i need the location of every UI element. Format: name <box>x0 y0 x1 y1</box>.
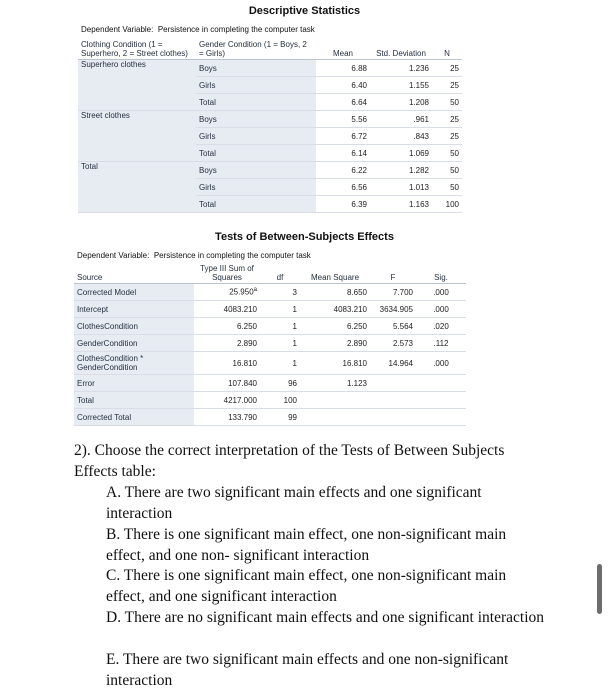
ss-cell <box>194 335 260 352</box>
col-header-std-deviation: Std. Deviation <box>370 40 432 60</box>
col-header-mean-square: Mean Square <box>300 264 370 284</box>
sd-value: 1.236 <box>370 60 432 77</box>
sd-value: .843 <box>370 128 432 145</box>
sig-value: .000 <box>416 284 466 301</box>
gender-label: Boys <box>196 111 316 128</box>
mean-value: 6.40 <box>316 77 370 94</box>
table-row <box>78 162 462 179</box>
col-header-n: N <box>432 40 462 60</box>
df-value: 1 <box>260 301 300 318</box>
f-value <box>370 392 416 409</box>
sd-value: .961 <box>370 111 432 128</box>
option-b: B. There is one significant main effect, one non-significant main effect, and one non- significant interaction <box>106 526 507 564</box>
table-row <box>74 352 466 375</box>
gender-label: Total <box>196 145 316 162</box>
df-value: 1 <box>260 318 300 335</box>
n-value: 25 <box>432 60 462 77</box>
tests-dependent-variable <box>77 251 311 260</box>
gender-label: Boys <box>196 162 316 179</box>
source-label: Total <box>74 392 194 409</box>
ss-cell <box>194 284 260 301</box>
sd-value: 1.282 <box>370 162 432 179</box>
f-value: 5.564 <box>370 318 416 335</box>
f-value: 7.700 <box>370 284 416 301</box>
f-value: 2.573 <box>370 335 416 352</box>
table-row <box>74 409 466 426</box>
sig-value: .020 <box>416 318 466 335</box>
f-value <box>370 409 416 426</box>
table-row <box>74 335 466 352</box>
desc-dv-label: Dependent Variable: <box>81 25 154 34</box>
footnote-marker: a <box>253 287 257 294</box>
mean-square-value: 8.650 <box>300 284 370 301</box>
scrollbar-thumb[interactable] <box>597 564 602 614</box>
gender-label: Total <box>196 196 316 213</box>
ss-cell <box>194 318 260 335</box>
table-row <box>74 392 466 409</box>
table-row <box>74 318 466 335</box>
col-header-source: Source <box>74 264 194 284</box>
source-label: ClothesCondition <box>74 318 194 335</box>
df-value: 1 <box>260 352 300 375</box>
df-value: 99 <box>260 409 300 426</box>
group-label: Street clothes <box>78 111 196 162</box>
f-value: 3634.905 <box>370 301 416 318</box>
col-header-mean: Mean <box>316 40 370 60</box>
source-label: Intercept <box>74 301 194 318</box>
col-header-sig: Sig. <box>416 264 466 284</box>
tests-dv-value: Persistence in completing the computer task <box>153 251 311 260</box>
mean-value: 6.64 <box>316 94 370 111</box>
mean-value: 6.56 <box>316 179 370 196</box>
n-value: 50 <box>432 94 462 111</box>
mean-value: 6.22 <box>316 162 370 179</box>
sig-value: .000 <box>416 352 466 375</box>
ss-value: 4217.000 <box>223 395 257 405</box>
n-value: 50 <box>432 162 462 179</box>
mean-value: 6.39 <box>316 196 370 213</box>
source-label: Corrected Model <box>74 284 194 301</box>
mean-square-value: 2.890 <box>300 335 370 352</box>
col-header-df: df <box>260 264 300 284</box>
col-header-type-iii-ss: Type III Sum of Squares <box>194 264 260 284</box>
tests-between-subjects-title: Tests of Between-Subjects Effects <box>215 231 394 243</box>
n-value: 25 <box>432 77 462 94</box>
n-value: 50 <box>432 145 462 162</box>
mean-square-value: 16.810 <box>300 352 370 375</box>
sig-value <box>416 409 466 426</box>
tests-dv-label: Dependent Variable: <box>77 251 150 260</box>
sd-value: 1.155 <box>370 77 432 94</box>
ss-value: 107.840 <box>228 378 257 388</box>
option-a: A. There are two significant main effects and one significant interaction <box>106 484 482 522</box>
desc-dependent-variable <box>81 25 315 34</box>
mean-value: 5.56 <box>316 111 370 128</box>
df-value: 3 <box>260 284 300 301</box>
mean-value: 6.88 <box>316 60 370 77</box>
sig-value: .000 <box>416 301 466 318</box>
mean-square-value: 4083.210 <box>300 301 370 318</box>
ss-value: 4083.210 <box>223 304 257 314</box>
table-row <box>74 284 466 301</box>
mean-square-value <box>300 409 370 426</box>
sd-value: 1.013 <box>370 179 432 196</box>
tests-between-subjects-table <box>74 264 466 426</box>
ss-value: 25.950 <box>229 287 254 297</box>
df-value: 1 <box>260 335 300 352</box>
ss-cell <box>194 392 260 409</box>
group-label: Superhero clothes <box>78 60 196 111</box>
descriptive-statistics-table <box>78 40 462 213</box>
question-prompt: 2). Choose the correct interpretation of the Tests of Between Subjects Effects table: <box>74 442 505 480</box>
n-value: 25 <box>432 128 462 145</box>
sig-value: .112 <box>416 335 466 352</box>
option-c: C. There is one significant main effect, one non-significant main effect, and one significant interaction <box>106 567 507 605</box>
mean-square-value <box>300 392 370 409</box>
f-value: 14.964 <box>370 352 416 375</box>
table-row <box>74 375 466 392</box>
source-label: ClothesCondition * GenderCondition <box>74 352 194 375</box>
option-e: E. There are two significant main effects and one non-significant interaction <box>106 651 509 689</box>
desc-dv-value: Persistence in completing the computer task <box>157 25 315 34</box>
table-row <box>78 60 462 77</box>
df-value: 100 <box>260 392 300 409</box>
col-header-gender: Gender Condition (1 = Boys, 2 = Girls) <box>196 40 316 60</box>
ss-cell <box>194 301 260 318</box>
group-label: Total <box>78 162 196 213</box>
sd-value: 1.069 <box>370 145 432 162</box>
mean-value: 6.72 <box>316 128 370 145</box>
ss-cell <box>194 409 260 426</box>
ss-cell <box>194 352 260 375</box>
source-label: Corrected Total <box>74 409 194 426</box>
ss-cell <box>194 375 260 392</box>
mean-square-value: 6.250 <box>300 318 370 335</box>
descriptive-statistics-title: Descriptive Statistics <box>248 5 361 17</box>
mean-value: 6.14 <box>316 145 370 162</box>
n-value: 100 <box>432 196 462 213</box>
mean-square-value: 1.123 <box>300 375 370 392</box>
sd-value: 1.208 <box>370 94 432 111</box>
gender-label: Girls <box>196 77 316 94</box>
df-value: 96 <box>260 375 300 392</box>
gender-label: Total <box>196 94 316 111</box>
table-row <box>78 111 462 128</box>
col-header-clothing: Clothing Condition (1 = Superhero, 2 = Street clothes) <box>78 40 196 60</box>
option-d: D. There are no significant main effects and one significant interaction <box>106 609 545 626</box>
ss-value: 6.250 <box>236 321 257 331</box>
source-label: Error <box>74 375 194 392</box>
gender-label: Boys <box>196 60 316 77</box>
table-row <box>74 301 466 318</box>
n-value: 25 <box>432 111 462 128</box>
gender-label: Girls <box>196 128 316 145</box>
f-value <box>370 375 416 392</box>
gender-label: Girls <box>196 179 316 196</box>
ss-value: 133.790 <box>228 412 257 422</box>
ss-value: 16.810 <box>232 358 257 368</box>
source-label: GenderCondition <box>74 335 194 352</box>
sig-value <box>416 375 466 392</box>
n-value: 50 <box>432 179 462 196</box>
sd-value: 1.163 <box>370 196 432 213</box>
sig-value <box>416 392 466 409</box>
col-header-f: F <box>370 264 416 284</box>
ss-value: 2.890 <box>236 338 257 348</box>
